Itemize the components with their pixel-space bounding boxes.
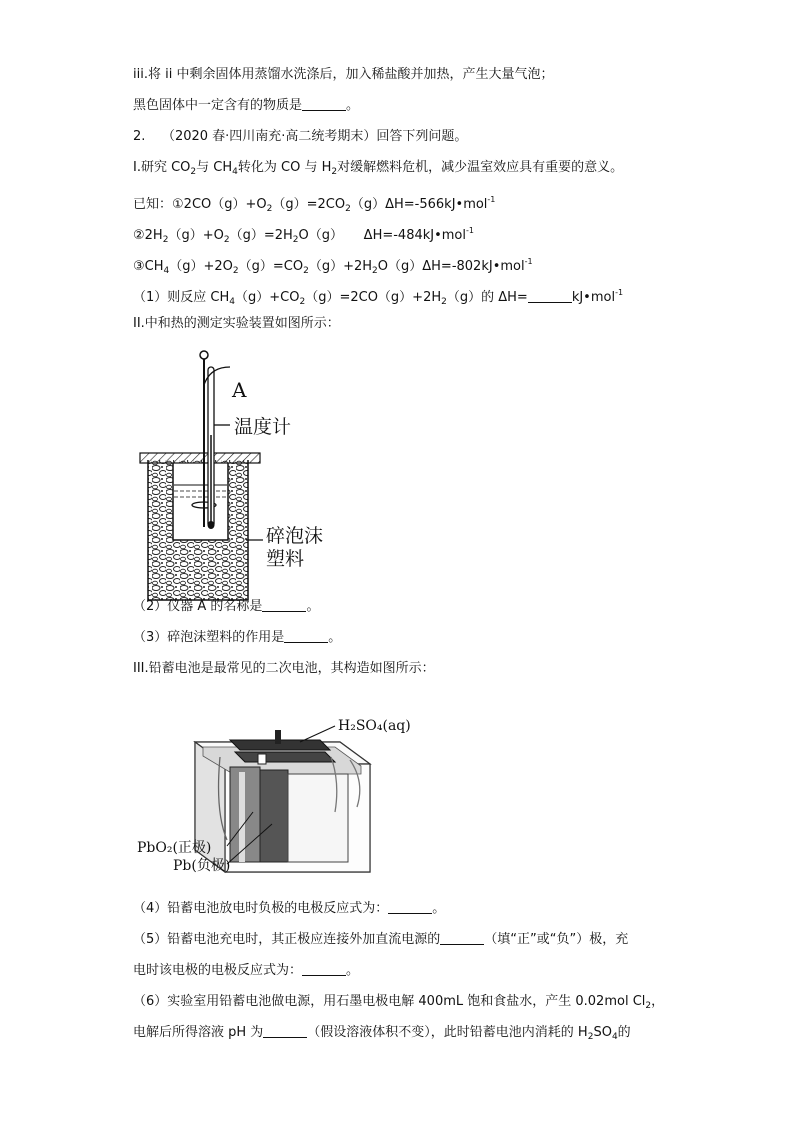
label-a: A xyxy=(232,378,247,402)
label-pbo2: PbO₂(正极) xyxy=(137,840,212,856)
answer-blank[interactable] xyxy=(302,963,346,976)
equation-2: $②2H_2(g)+O_2(g)=2H_2O(g)$ ΔH=-484kJ•mol$^{-1}$ xyxy=(133,226,474,245)
label-pb: Pb(负极) xyxy=(173,858,231,874)
pb-plate xyxy=(260,770,288,862)
question-3: （3）碎泡沫塑料的作用是 。 xyxy=(133,630,342,645)
answer-blank[interactable] xyxy=(263,1025,307,1038)
text-line-black-solid: 黑色固体中一定含有的物质是 。 xyxy=(133,98,360,113)
question-4: （4）铅蓄电池放电时负极的电极反应式为： 。 xyxy=(133,901,446,916)
label-thermometer: 温度计 xyxy=(234,416,292,438)
liquid xyxy=(174,485,227,539)
question-header: 2. （2020 春·四川南充·高二统考期末）回答下列问题。 xyxy=(133,129,468,144)
calorimeter-figure xyxy=(138,345,338,605)
question-6-line-1: （6）实验室用铅蓄电池做电源，用石墨电极电解 400mL 饱和食盐水，产生 0.02mol $Cl_2$， xyxy=(133,994,665,1011)
section-i-intro: I.研究 $CO_2$与 $CH_4$转化为 CO 与 $H_2$对缓解燃料危机，减少温室效应具有重要的意义。 xyxy=(133,160,624,177)
section-iii-intro: III.铅蓄电池是最常见的二次电池，其构造如图所示： xyxy=(133,661,435,676)
question-2: （2）仪器 A 的名称是 。 xyxy=(133,599,320,614)
question-5-line-1: （5）铅蓄电池充电时，其正极应连接外加直流电源的 （填“正”或“负”）极，充 xyxy=(133,932,629,947)
answer-blank[interactable] xyxy=(440,932,484,945)
answer-blank[interactable] xyxy=(528,290,572,303)
label-h2so4: H₂SO₄(aq) xyxy=(338,718,411,734)
question-5-line-2: 电时该电极的电极反应式为： 。 xyxy=(133,963,360,978)
label-foam-2: 塑料 xyxy=(266,548,305,570)
lid xyxy=(140,453,260,463)
answer-blank[interactable] xyxy=(388,901,432,914)
text-line-iii: iii.将 ii 中剩余固体用蒸馏水洗涤后，加入稀盐酸并加热，产生大量气泡； xyxy=(133,67,554,82)
lead-acid-battery-figure xyxy=(135,712,415,882)
section-ii-intro: II.中和热的测定实验装置如图所示： xyxy=(133,316,340,331)
answer-blank[interactable] xyxy=(262,599,306,612)
question-6-line-2: 电解后所得溶液 pH 为 （假设溶液体积不变），此时铅蓄电池内消耗的 $H_2SO_4$的 xyxy=(133,1025,631,1042)
answer-blank[interactable] xyxy=(284,630,328,643)
label-foam-1: 碎泡沫 xyxy=(266,525,324,547)
equation-3: $③CH_4(g)+2O_2(g)=CO_2(g)+2H_2O(g)\Delta H=-802kJ•mol^{-1}$ xyxy=(133,257,533,276)
answer-blank[interactable] xyxy=(302,98,346,111)
equation-1: 已知：$①2CO(g)+O_2(g)=2CO_2(g)\Delta H=-566kJ•mol^{-1}$ xyxy=(133,195,496,214)
question-1: （1）则反应 $CH_4(g)+CO_2(g)=2CO(g)+2H_2(g)$的 ΔH= kJ•mol$^{-1}$ xyxy=(133,288,624,307)
